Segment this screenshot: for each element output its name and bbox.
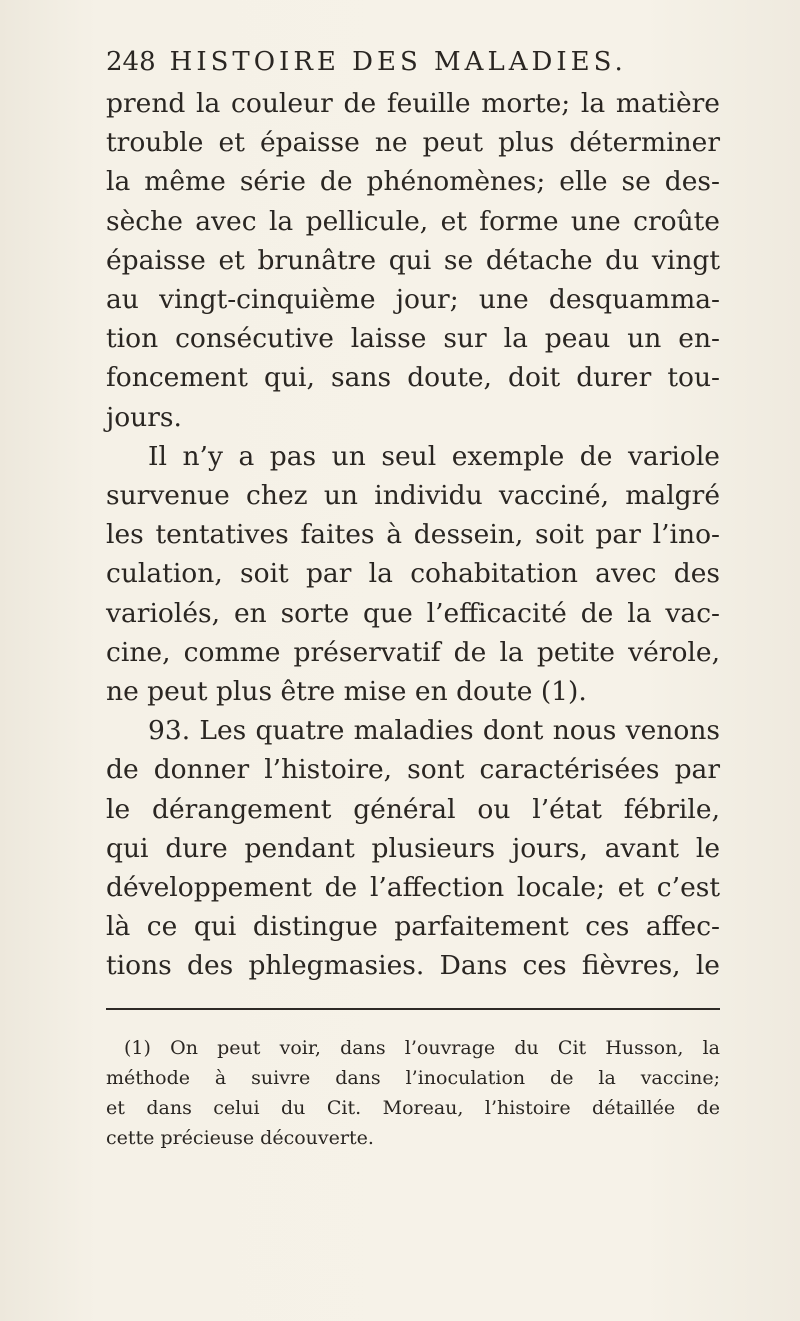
footnote-divider [106,1008,720,1010]
text-line: trouble et épaisse ne peut plus déterminer [106,127,720,159]
page-number: 248 [106,47,156,77]
text-line: développement de l’affection locale; et c’est [106,872,720,904]
footnote-line: et dans celui du Cit. Moreau, l’histoire détaillée de [106,1097,720,1119]
footnote-line: cette précieuse découverte. [106,1127,374,1149]
text-line: la même série de phénomènes; elle se des- [106,166,720,198]
text-line: prend la couleur de feuille morte; la matière [106,88,720,119]
footnote [106,1033,720,1153]
footnote-line: (1) On peut voir, dans l’ouvrage du Cit Husson, la [124,1037,720,1059]
main-text [106,84,720,986]
text-line: jours. [106,401,182,433]
text-line: de donner l’histoire, sont caractérisées par [106,754,720,786]
text-line: foncement qui, sans doute, doit durer tou- [106,362,720,394]
text-line: les tentatives faites à dessein, soit par l’ino- [106,519,720,551]
text-line: tion consécutive laisse sur la peau un en- [106,323,720,355]
text-line: cine, comme préservatif de la petite vérole, [106,636,720,668]
text-line: 93. Les quatre maladies dont nous venons [148,715,720,747]
footnote-line: méthode à suivre dans l’inoculation de la vaccine; [106,1067,720,1089]
text-line: qui dure pendant plusieurs jours, avant le [106,832,720,864]
text-line: sèche avec la pellicule, et forme une croûte [106,205,720,237]
text-line: le dérangement général ou l’état fébrile, [106,793,720,825]
text-line: ne peut plus être mise en doute (1). [106,676,587,708]
text-line: survenue chez un individu vacciné, malgré [106,480,720,512]
running-header [106,47,726,77]
text-line: Il n’y a pas un seul exemple de variole [148,440,720,472]
running-title: HISTOIRE DES MALADIES. [169,47,627,77]
text-line: culation, soit par la cohabitation avec des [106,558,720,590]
text-line: épaisse et brunâtre qui se détache du vingt [106,244,720,276]
text-line: variolés, en sorte que l’efficacité de la vac- [106,597,720,629]
text-line: au vingt-cinquième jour; une desquamma- [106,284,720,316]
text-line: là ce qui distingue parfaitement ces affec- [106,911,720,943]
text-line: tions des phlegmasies. Dans ces fièvres, le [106,950,720,982]
